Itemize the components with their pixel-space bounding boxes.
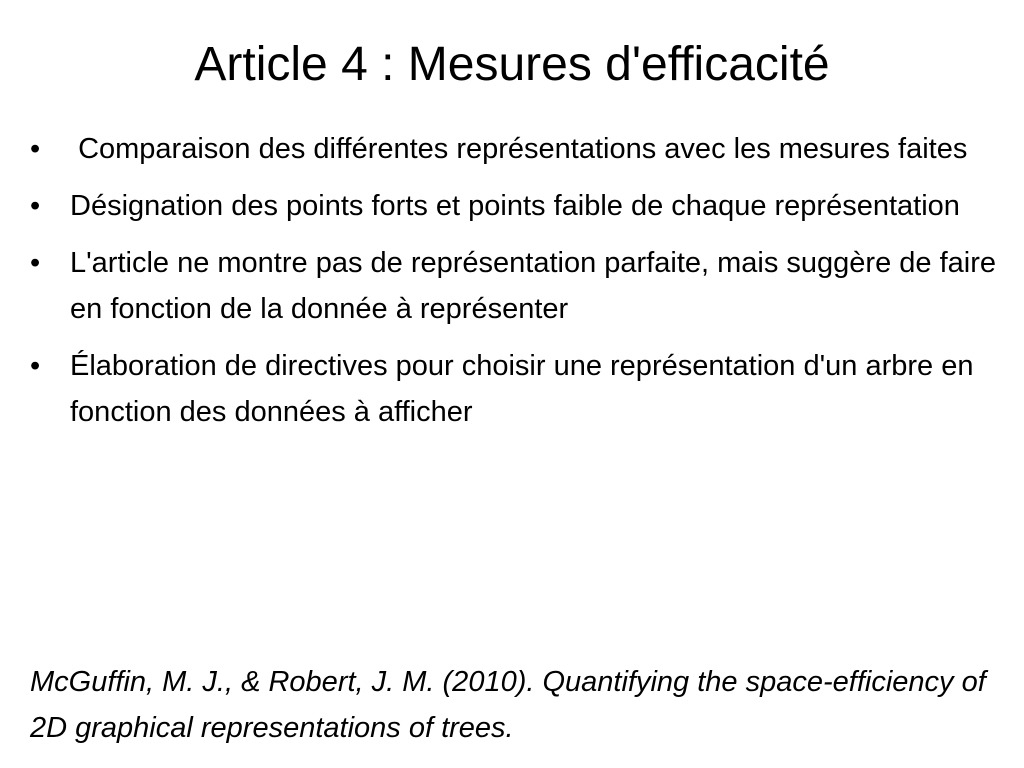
bullet-icon: • — [30, 133, 41, 165]
bullet-list — [30, 126, 1005, 446]
bullet-icon: • — [30, 190, 41, 222]
slide-title: Article 4 : Mesures d'efficacité — [194, 38, 830, 91]
bullet-item — [30, 183, 1005, 229]
citation: McGuffin, M. J., & Robert, J. M. (2010). Quantifying the space-efficiency of 2D graphical representations of trees. — [30, 666, 986, 744]
bullet-item — [30, 126, 1005, 172]
bullet-text: Comparaison des différentes représentations avec les mesures faites — [70, 133, 968, 165]
bullet-icon: • — [30, 247, 41, 279]
bullet-icon: • — [30, 350, 41, 382]
bullet-text: L'article ne montre pas de représentation parfaite, mais suggère de faire en fonction de la donnée à représenter — [70, 247, 997, 325]
bullet-item — [30, 343, 1005, 435]
bullet-item — [30, 240, 1005, 332]
bullet-text: Désignation des points forts et points faible de chaque représentation — [70, 190, 960, 222]
bullet-text: Élaboration de directives pour choisir une représentation d'un arbre en fonction des données à afficher — [70, 350, 974, 428]
